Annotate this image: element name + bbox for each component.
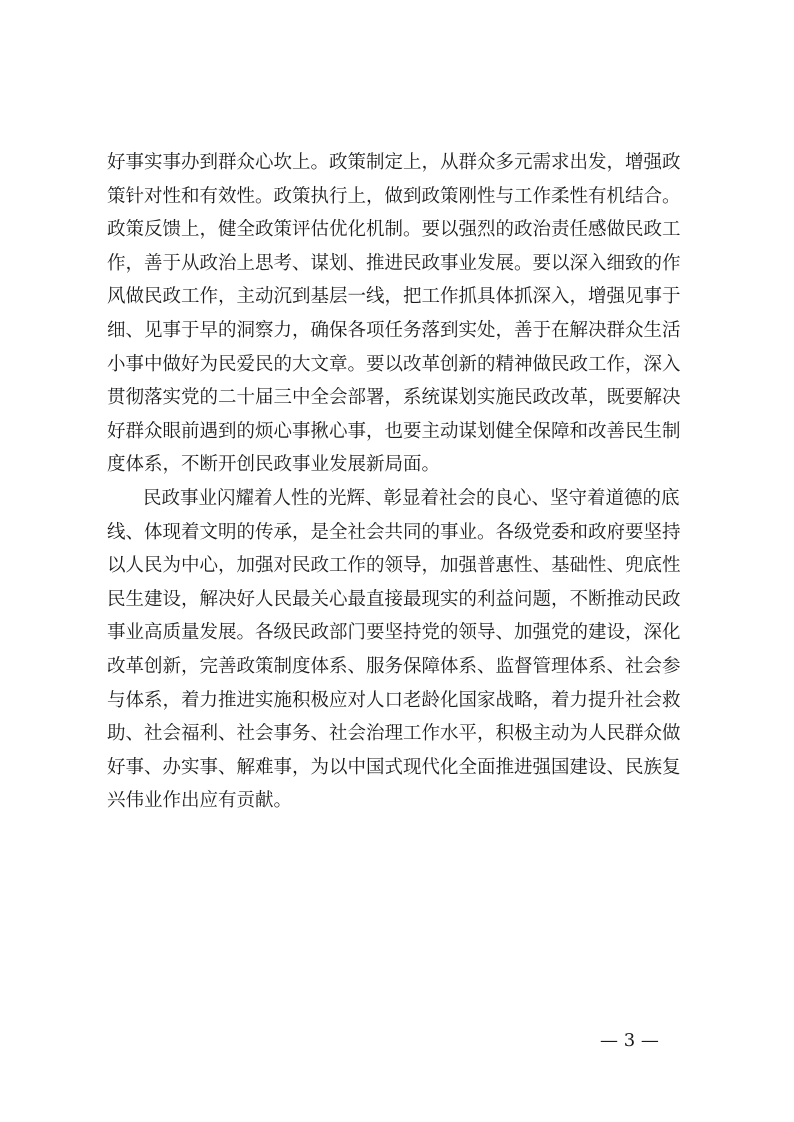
text-line: 作，善于从政治上思考、谋划、推进民政事业发展。要以深入细致的作 — [107, 252, 681, 274]
text-line: 兴伟业作出应有贡献。 — [107, 790, 293, 812]
page-number: — 3 — — [600, 1030, 659, 1051]
text-line: 以人民为中心，加强对民政工作的领导，加强普惠性、基础性、兜底性 — [107, 555, 681, 577]
text-line: 事业高质量发展。各级民政部门要坚持党的领导、加强党的建设，深化 — [107, 622, 681, 644]
text-line: 改革创新，完善政策制度体系、服务保障体系、监督管理体系、社会参 — [107, 655, 681, 677]
text-line: 民政事业闪耀着人性的光辉、彰显着社会的良心、坚守着道德的底 — [143, 487, 680, 509]
text-line: 贯彻落实党的二十届三中全会部署，系统谋划实施民政改革，既要解决 — [107, 387, 681, 409]
text-line: 助、社会福利、社会事务、社会治理工作水平，积极主动为人民群众做 — [107, 723, 681, 745]
text-line: 风做民政工作，主动沉到基层一线，把工作抓具体抓深入，增强见事于 — [107, 286, 681, 308]
text-line: 好事、办实事、解难事，为以中国式现代化全面推进强国建设、民族复 — [107, 756, 681, 778]
text-line: 线、体现着文明的传承，是全社会共同的事业。各级党委和政府要坚持 — [107, 521, 681, 543]
text-line: 小事中做好为民爱民的大文章。要以改革创新的精神做民政工作，深入 — [107, 353, 681, 375]
text-line: 度体系，不断开创民政事业发展新局面。 — [107, 454, 441, 476]
text-line: 策针对性和有效性。政策执行上，做到政策刚性与工作柔性有机结合。 — [107, 185, 681, 207]
text-line: 政策反馈上，健全政策评估优化机制。要以强烈的政治责任感做民政工 — [107, 219, 681, 241]
text-line: 好群众眼前遇到的烦心事揪心事，也要主动谋划健全保障和改善民生制 — [107, 420, 681, 442]
paragraph-continuation — [107, 146, 697, 482]
body-text — [107, 146, 697, 818]
text-line: 细、见事于早的洞察力，确保各项任务落到实处，善于在解决群众生活 — [107, 319, 681, 341]
text-line: 好事实事办到群众心坎上。政策制定上，从群众多元需求出发，增强政 — [107, 152, 681, 173]
text-line: 与体系，着力推进实施积极应对人口老龄化国家战略，着力提升社会救 — [107, 689, 681, 711]
paragraph — [107, 482, 697, 818]
text-line: 民生建设，解决好人民最关心最直接最现实的利益问题，不断推动民政 — [107, 588, 681, 610]
